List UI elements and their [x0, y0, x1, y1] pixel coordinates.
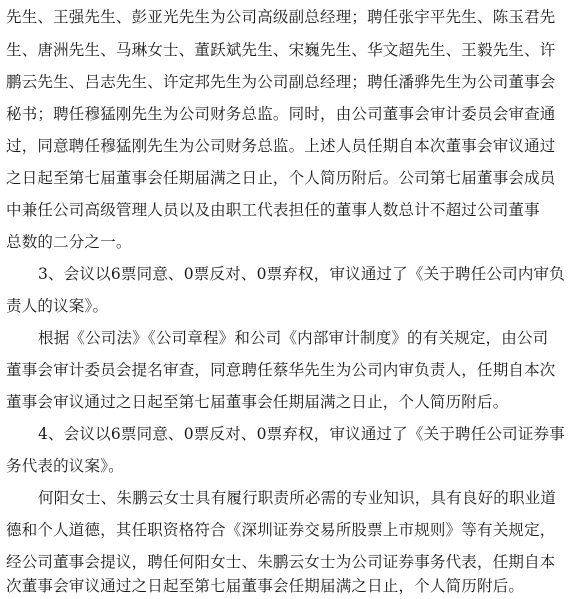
- text-line: 经公司董事会提议，聘任何阳女士、朱鹏云女士为公司证券事务代表，任期自本: [6, 553, 556, 571]
- item-heading-3: 3、会议以6票同意、0票反对、0票弃权，审议通过了《关于聘任公司内审负: [38, 265, 565, 283]
- paragraph-start: 根据《公司法》《公司章程》和公司《内部审计制度》的有关规定，由公司: [38, 329, 549, 347]
- text-line: 总数的二分之一。: [6, 233, 132, 251]
- item-heading-4: 4、会议以6票同意、0票反对、0票弃权，审议通过了《关于聘任公司证券事: [38, 425, 565, 443]
- text-line: 秘书；聘任穆猛刚先生为公司财务总监。同时，由公司董事会审计委员会审查通: [6, 105, 556, 123]
- text-line: 董事会审议通过之日起至第七届董事会任期届满之日止，个人简历附后。: [6, 393, 509, 411]
- text-line: 德和个人道德，其任职资格符合《深圳证券交易所股票上市规则》等有关规定，: [6, 521, 556, 539]
- text-line: 务代表的议案》。: [6, 457, 124, 475]
- text-line: 责人的议案》。: [6, 297, 109, 315]
- paragraph-start: 何阳女士、朱鹏云女士具有履行职责所必需的专业知识，具有良好的职业道: [38, 489, 557, 507]
- text-line: 生、唐洲先生、马琳女士、董跃斌先生、宋巍先生、华文超先生、王毅先生、许: [6, 41, 556, 59]
- text-line: 中兼任公司高级管理人员以及由职工代表担任的董事人数总计不超过公司董事: [6, 201, 540, 219]
- text-line: 之日起至第七届董事会任期届满之日止，个人简历附后。公司第七届董事会成员: [6, 169, 556, 187]
- text-line: 次董事会审议通过之日起至第七届董事会任期届满之日止，个人简历附后。: [6, 577, 525, 595]
- text-line: 先生、王强先生、彭亚光先生为公司高级副总经理；聘任张宇平先生、陈玉君先: [6, 8, 556, 26]
- text-line: 鹏云先生、吕志先生、许定邦先生为公司副总经理；聘任潘骅先生为公司董事会: [6, 73, 556, 91]
- text-line: 董事会审计委员会提名审查，同意聘任蔡华先生为公司内审负责人，任期自本次: [6, 361, 556, 379]
- text-line: 过，同意聘任穆猛刚先生为公司财务总监。上述人员任期自本次董事会审议通过: [6, 137, 556, 155]
